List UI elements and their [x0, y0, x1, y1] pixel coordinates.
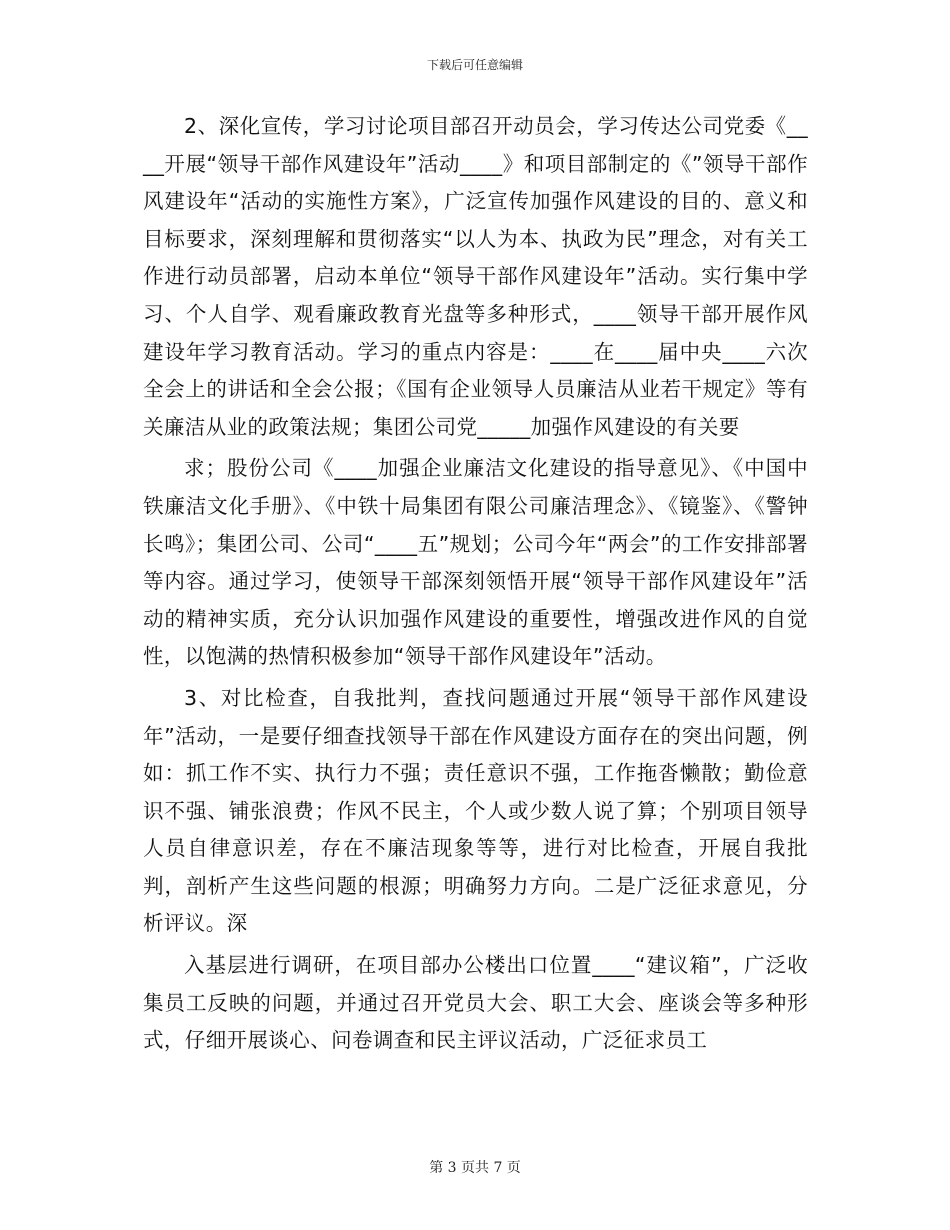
page-number: 第 3 页共 7 页 — [429, 1160, 521, 1176]
paragraph-study-contents: 求；股份公司《____加强企业廉洁文化建设的指导意见》、《中国中铁廉洁文化手册》、《中铁十局集团有限公司廉洁理念》、《镜鉴》、《警钟长鸣》；集团公司、公司“____五”规划；公司今年“两会”的工作安排部署等内容。通过学习，使领导干部深刻领悟开展“领导干部作风建设年”活动的精神实质，充分认识加强作风建设的重要性，增强改进作风的自觉性，以饱满的热情积极参加“领导干部作风建设年”活动。 — [143, 456, 808, 669]
paragraph-self-inspection: 3、对比检查，自我批判，查找问题通过开展“领导干部作风建设年”活动，一是要仔细查找领导干部在作风建设方面存在的突出问题，例如：抓工作不实、执行力不强；责任意识不强，工作拖沓懒散；勤俭意识不强、铺张浪费；作风不民主，个人或少数人说了算；个别项目领导人员自律意识差，存在不廉洁现象等等，进行对比检查，开展自我批判，剖析产生这些问题的根源；明确努力方向。二是广泛征求意见，分析评议。深 — [143, 685, 808, 936]
paragraph-grassroots-research: 入基层进行调研，在项目部办公楼出口位置____“建议箱”，广泛收集员工反映的问题，并通过召开党员大会、职工大会、座谈会等多种形式，仔细开展谈心、问卷调查和民主评议活动，广泛征求员工 — [143, 953, 808, 1053]
page-header: 下载后可任意编辑 — [426, 58, 523, 72]
document-body — [143, 108, 808, 1060]
paragraph-deepen-publicity: 2、深化宣传，学习讨论项目部召开动员会，学习传达公司党委《____开展“领导干部作风建设年”活动____》和项目部制定的《”领导干部作风建设年“活动的实施性方案》，广泛宣传加强作风建设的目的、意义和目标要求，深刻理解和贯彻落实“以人为本、执政为民”理念，对有关工作进行动员部署，启动本单位“领导干部作风建设年”活动。实行集中学习、个人自学、观看廉政教育光盘等多种形式，____领导干部开展作风建设年学习教育活动。学习的重点内容是：____在____届中央____六次全会上的讲话和全会公报；《国有企业领导人员廉洁从业若干规定》等有关廉洁从业的政策法规；集团公司党_____加强作风建设的有关要 — [143, 114, 808, 439]
